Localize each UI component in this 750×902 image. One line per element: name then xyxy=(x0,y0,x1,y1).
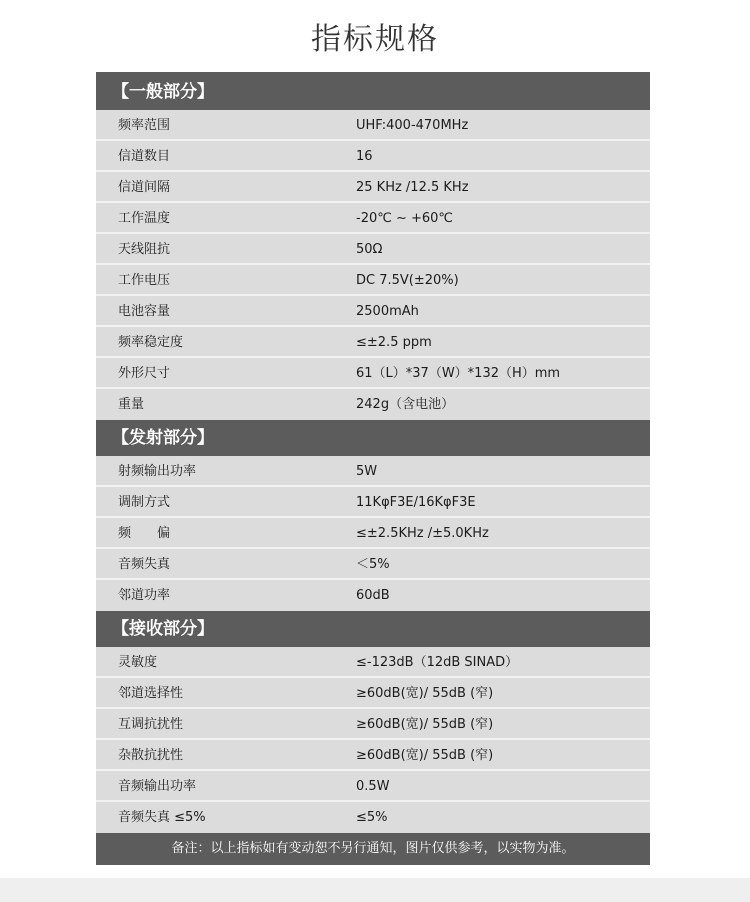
spec-value: 61（L）*37（W）*132（H）mm xyxy=(356,366,561,381)
spec-label: 信道间隔 xyxy=(118,180,171,195)
section-header: 【发射部分】 xyxy=(96,420,650,456)
spec-label: 音频失真 ≤5% xyxy=(118,810,206,825)
spec-label: 射频输出功率 xyxy=(118,464,197,479)
spec-label: 电池容量 xyxy=(118,304,171,319)
spec-row xyxy=(96,389,650,420)
spec-value: 60dB xyxy=(356,588,390,603)
spec-row xyxy=(96,203,650,234)
spec-row xyxy=(96,709,650,740)
spec-label: 频率范围 xyxy=(118,118,171,133)
section-header: 【接收部分】 xyxy=(96,611,650,647)
spec-row xyxy=(96,740,650,771)
footer-note: 备注：以上指标如有变动恕不另行通知，图片仅供参考，以实物为准。 xyxy=(96,833,650,865)
spec-value: 25 KHz /12.5 KHz xyxy=(356,180,469,195)
spec-value: ＜5% xyxy=(356,557,390,572)
spec-label: 音频失真 xyxy=(118,557,171,572)
spec-value: 50Ω xyxy=(356,242,383,257)
spec-value: -20℃ ~ +60℃ xyxy=(356,211,454,226)
spec-label: 邻道选择性 xyxy=(118,686,184,701)
spec-label: 杂散抗扰性 xyxy=(118,748,184,763)
spec-value: ≤5% xyxy=(356,810,388,825)
spec-value: ≥60dB(宽)/ 55dB (窄) xyxy=(356,686,494,701)
spec-row xyxy=(96,234,650,265)
spec-row xyxy=(96,141,650,172)
spec-label: 灵敏度 xyxy=(118,655,158,670)
spec-row xyxy=(96,172,650,203)
spec-row xyxy=(96,265,650,296)
spec-row xyxy=(96,518,650,549)
spec-row xyxy=(96,771,650,802)
spec-row xyxy=(96,580,650,611)
spec-value: 16 xyxy=(356,149,373,164)
spec-row xyxy=(96,110,650,141)
section-header: 【一般部分】 xyxy=(96,72,650,110)
spec-label: 工作温度 xyxy=(118,211,171,226)
spec-label: 调制方式 xyxy=(118,495,171,510)
spec-value: ≤±2.5KHz /±5.0KHz xyxy=(356,526,489,541)
spec-value: ≥60dB(宽)/ 55dB (窄) xyxy=(356,748,494,763)
spec-value: ≤-123dB（12dB SINAD） xyxy=(356,655,519,670)
spec-label: 互调抗扰性 xyxy=(118,717,184,732)
page-title: 指标规格 xyxy=(311,22,439,57)
spec-label: 邻道功率 xyxy=(118,588,171,603)
spec-row xyxy=(96,296,650,327)
spec-value: 11KφF3E/16KφF3E xyxy=(356,495,476,510)
spec-value: 2500mAh xyxy=(356,304,419,319)
spec-label: 天线阻抗 xyxy=(118,242,171,257)
spec-label: 重量 xyxy=(118,397,145,412)
spec-row xyxy=(96,487,650,518)
spec-row xyxy=(96,549,650,580)
spec-label: 信道数目 xyxy=(118,149,171,164)
bottom-band xyxy=(0,878,750,902)
spec-value: UHF:400-470MHz xyxy=(356,118,469,133)
spec-row xyxy=(96,647,650,678)
spec-row xyxy=(96,802,650,833)
spec-value: 0.5W xyxy=(356,779,390,794)
spec-row xyxy=(96,456,650,487)
spec-label: 频率稳定度 xyxy=(118,335,184,350)
spec-row xyxy=(96,678,650,709)
spec-value: 242g（含电池） xyxy=(356,397,455,412)
spec-value: 5W xyxy=(356,464,378,479)
spec-row xyxy=(96,327,650,358)
spec-value: DC 7.5V(±20%) xyxy=(356,273,459,288)
spec-label: 频 偏 xyxy=(118,526,171,541)
spec-label: 外形尺寸 xyxy=(118,366,171,381)
spec-value: ≤±2.5 ppm xyxy=(356,335,432,350)
spec-value: ≥60dB(宽)/ 55dB (窄) xyxy=(356,717,494,732)
spec-label: 音频输出功率 xyxy=(118,779,197,794)
spec-table xyxy=(96,72,650,856)
spec-row xyxy=(96,358,650,389)
spec-label: 工作电压 xyxy=(118,273,171,288)
